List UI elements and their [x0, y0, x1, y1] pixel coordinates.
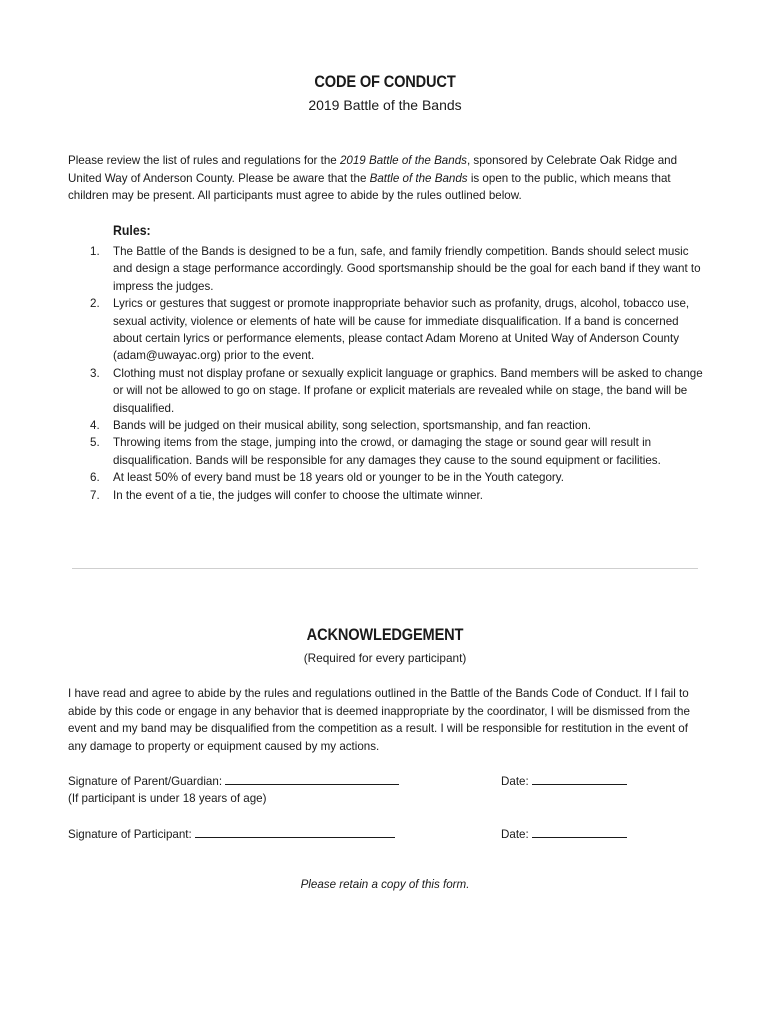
parent-signature-field[interactable] [225, 772, 399, 785]
page-subtitle: 2019 Battle of the Bands [308, 97, 462, 113]
rule-number: 2. [90, 297, 100, 311]
rules-heading: Rules: [113, 222, 151, 238]
rule-text: Throwing items from the stage, jumping into the crowd, or damaging the stage or sound gear will result in disqualification. Bands will be responsible for any damages they cause to the sound equipment or facilities. [113, 436, 661, 467]
rule-number: 7. [90, 488, 100, 502]
retain-copy-note: Please retain a copy of this form. [300, 878, 470, 891]
rules-list [68, 243, 708, 504]
intro-text-3: is open to the public, which means that children may be present. All participants must agree to abide by the rules outlined below. [68, 171, 671, 203]
acknowledgement-body: I have read and agree to abide by the rules and regulations outlined in the Battle of the Bands Code of Conduct. If I fail to abide by this code or engage in any behavior that is deemed inappropriate by the coordinator, I will be dismissed from the event and my band may be disqualified from the competition as a result. I will be responsible for restitution in the event of any damage to property or equipment caused by my actions. [68, 687, 690, 753]
rule-item [68, 434, 708, 469]
rule-item [68, 487, 708, 504]
acknowledgement-title: ACKNOWLEDGEMENT [306, 625, 464, 644]
participant-signature-field[interactable] [195, 825, 395, 838]
parent-date-label: Date: [501, 775, 529, 788]
rule-item [68, 365, 708, 417]
parent-signature-row [68, 772, 399, 790]
page-title: CODE OF CONDUCT [314, 72, 456, 91]
rule-number: 5. [90, 436, 100, 450]
rule-text: In the event of a tie, the judges will confer to choose the ultimate winner. [113, 488, 483, 502]
section-divider [72, 568, 698, 569]
rule-text: At least 50% of every band must be 18 years old or younger to be in the Youth category. [113, 471, 564, 485]
rule-text: The Battle of the Bands is designed to be a fun, safe, and family friendly competition. Bands should select music and design a stage performance accordingly. Good sportsmanship should be the goal for each band if they want to impress the judges. [113, 245, 701, 293]
intro-event-name: 2019 Battle of the Bands [339, 154, 467, 167]
rule-text: Clothing must not display profane or sexually explicit language or graphics. Band members will be asked to change or will not be allowed to go on stage. If profane or explicit materials are revealed while on stage, the band will be disqualified. [113, 366, 703, 415]
parent-date-row [501, 772, 627, 790]
rule-number: 4. [90, 419, 100, 433]
rule-item [68, 243, 708, 295]
participant-signature-label: Signature of Participant: [68, 828, 192, 841]
participant-date-label: Date: [501, 828, 529, 841]
participant-signature-row [68, 825, 395, 843]
intro-text-2: , sponsored by Celebrate Oak Ridge and United Way of Anderson County. Please be aware that the [68, 154, 678, 185]
participant-date-field[interactable] [532, 825, 627, 838]
parent-signature-note: (If participant is under 18 years of age) [68, 792, 267, 805]
rule-text: Bands will be judged on their musical ability, song selection, sportsmanship, and fan reaction. [113, 419, 591, 433]
rule-item [68, 469, 708, 486]
intro-paragraph [68, 152, 708, 205]
parent-date-field[interactable] [532, 772, 627, 785]
rule-text: Lyrics or gestures that suggest or promote inappropriate behavior such as profanity, drugs, alcohol, tobacco use, sexual activity, violence or elements of hate will be cause for immediate disqualification. If a band is concerned about certain lyrics or performance elements, please contact Adam Moreno at United Way of Anderson County (adam@uwayac.org) prior to the event. [113, 297, 690, 363]
parent-signature-label: Signature of Parent/Guardian: [68, 775, 223, 788]
rule-item [68, 295, 708, 365]
participant-date-row [501, 825, 627, 843]
acknowledgement-subtitle: (Required for every participant) [303, 651, 467, 665]
intro-text-1: Please review the list of rules and regulations for the [68, 154, 340, 167]
intro-event-name-2: Battle of the Bands [369, 171, 468, 185]
rule-number: 6. [90, 471, 100, 485]
rule-number: 1. [90, 245, 100, 258]
rule-number: 3. [90, 366, 100, 380]
rule-item [68, 417, 708, 434]
